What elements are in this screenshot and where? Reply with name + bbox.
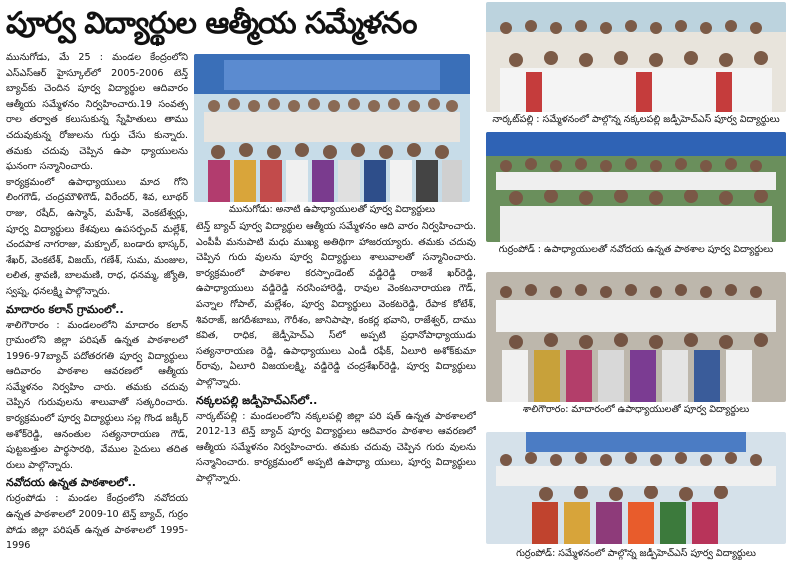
article-paragraph-munugodu-names: కార్యక్రమంలో ఉపాధ్యాయులు మాద గోని లింగగౌడ్, చంద్రమౌళిగౌడ్, విరేందర్, శివ, లూథర్ రాజు, రషీద్, ఉస్మాన్, మహేశ్, వెంకటేశ్వర్లు, పూర్వ విద్యార్థులు కేశవులు ఉపసర్పంచ్ మల్లేశ్, చందపాక నాగరాజు, మక్బూల్, బండారు భాస్కర్, శేఖర్, వెంకటేశ్, విజయ్, గణేశ్, సుమ, మంజుల, లలిత, శ్రావణి, బాలమణి, రాధ, ధనమ్మ, జ్యోతి, స్వప్న, ధనలక్ష్మి పాల్గొన్నారు.: [6, 176, 188, 297]
caption-nakkalapalli: నార్కట్‌పల్లి : సమ్మేళనంలో పాల్గొన్న నక్కలపల్లి జడ్పీహెచ్‌ఎస్ పూర్వ విద్యార్థులు: [492, 114, 780, 125]
subheading-navodaya: నవోదయ ఉన్నత పాఠశాలలో..: [6, 476, 136, 490]
caption-madaram: శాలిగౌరారం: మాదారంలో ఉపాధ్యాయులతో పూర్వ విద్యార్థులు: [522, 404, 750, 415]
caption-munugodu: మునుగోడు: అనాటి ఉపాధ్యాయులతో పూర్వ విద్యార్థులు: [228, 204, 436, 215]
article-column-2: [196, 219, 476, 579]
group-photo-image: [486, 432, 786, 544]
headline: పూర్వ విద్యార్థుల ఆత్మీయ సమ్మేళనం: [6, 6, 417, 41]
group-photo-image: [486, 2, 786, 112]
photo-munugodu-group: [194, 54, 470, 202]
photo-madaram-group: [486, 272, 786, 402]
article-paragraph-nakkalapalli: నార్కట్‌పల్లి : మండలంలోని నక్కలపల్లి జిల్లా పరి షత్ ఉన్నత పాఠశాలలో 2012-13 టెన్త్ బ్యాచ్ పూర్వ విద్యార్థులు ఆదివారం పాఠశాల ఆవరణలో ఆత్మీయ సమ్మేళనం నిర్వహించారు. తమకు చదువు చెప్పిన గురు వులను సన్మానించారు. కార్యక్రమంలో అప్పటి ఉపాధ్యా యులు, పూర్వ విద్యార్థులు పాల్గొన్నారు.: [196, 410, 476, 484]
group-photo-image: [194, 54, 470, 202]
caption-gurrampode-zphs: గుర్రంపోడ్: సమ్మేళనంలో పాల్గొన్న జడ్పీహెచ్‌ఎస్ పూర్వ విద్యార్థులు: [516, 548, 756, 559]
article-paragraph-navodaya-cont: టెన్త్ బ్యాచ్ పూర్వ విద్యార్థుల ఆత్మీయ సమ్మేళనం ఆది వారం నిర్వహించారు. ఎంపీపీ మనుపాటి మధు ముఖ్య అతిథిగా హాజరయ్యారు. తమకు చదువు చెప్పిన గురు వులను పూర్వ విద్యార్థులు శాలువాలతో సన్మానించారు. కార్యక్రమంలో పాఠశాల కరస్పాండెంట్ వడ్డిరెడ్డి రాజశే ఖర్‌రెడ్డి, ఉపాధ్యాయులు వడ్డిరెడ్డి నరసింహారెడ్డి, రావుల వెంకటనారాయణ గౌడ్, పన్నాల గోపాల్, మల్లేశం, పూర్వ విద్యార్థులు వెంకటరెడ్డి, రేపాక కోటేశ్, శివరాజ్, జగదీశబాబు, గౌరీశం, జానిపాషా, కంకర్ల భవాని, రాజేశ్వర్, దాము కవిత, రాధిక, జెడ్పీహెచ్ఎ స్‌లో అప్పటి ప్రధానోపాధ్యాయుడు సత్యనారాయణ రెడ్డి, ఉపాధ్యాయులు ఎండీ రఫీక్, ఏలూరి అశోక్‌కుమా ర్‌రావు, ఏలూరి విజయలక్ష్మి, వడ్డిరెడ్డి చంద్రశేఖర్‌రెడ్డి, పూర్వ విద్యార్థులు పాల్గొన్నారు.: [196, 221, 476, 388]
article-column-1: [6, 50, 188, 578]
group-photo-image: [486, 272, 786, 402]
group-photo-image: [486, 132, 786, 242]
photo-navodaya-group: [486, 132, 786, 242]
article-paragraph-navodaya: గుర్రంపోడు : మండల కేంద్రంలోని నవోదయ ఉన్నత పాఠశాలలో 2009-10 టెన్త్ బ్యాచ్, గుర్రం పోడు జిల్లా పరిషత్ ఉన్నత పాఠశాలలో 1995-1996: [6, 493, 188, 552]
article-paragraph-munugodu: మునుగోడు, మే 25 : మండల కేంద్రంలోని ఎస్‌ఎస్‌ఆర్ హైస్కూల్‌లో 2005-2006 టెన్త్ బ్యాచ్‌కు చెందిన పూర్వ విద్యార్థుల ఆదివారం ఆత్మీయ సమ్మేళనం నిర్వహించారు.19 సంవత్స రాల తర్వాత కలుసుకున్న స్నేహితులు తాము చదువుకున్న రోజులను గుర్తు చేసు కున్నారు. తమకు చదువు చెప్పిన ఉపా ధ్యాయులను ఘనంగా సన్మానించారు.: [6, 52, 188, 173]
photo-nakkalapalli-group: [486, 2, 786, 112]
caption-navodaya: గుర్రంపోడ్ : ఉపాధ్యాయులతో నవోదయ ఉన్నత పాఠశాల పూర్వ విద్యార్థులు: [498, 244, 774, 255]
article-paragraph-madaram: శాలిగౌరారం : మండలంలోని మాదారం కలాన్ గ్రామంలోని జిల్లా పరిషత్ ఉన్నత పాఠశాలలో 1996-97బ్యాచ్ పదోతరగతి పూర్వ విద్యార్థులు ఆదివారం పాఠశాల ఆవరణలో ఆత్మీయ సమ్మేళనం నిర్వహిం చారు. తమకు చదువు చెప్పిన గురువులను శాలువాతో సత్కరించారు. కార్యక్రమంలో పూర్వ విద్యార్థులు సల్ల గొండ జక్కీర్ అశోక్‌రెడ్డి, ఆనంతుల సత్యనారాయణ గౌడ్, పుట్టబత్తుల పార్థసారథి, వేముల సైదులు తదిత రులు పాల్గొన్నారు.: [6, 319, 188, 471]
photo-gurrampode-zphs-group: [486, 432, 786, 544]
subheading-madaram: మాదారం కలాన్ గ్రామంలో..: [6, 302, 124, 316]
subheading-nakkalapalli: నక్కలపల్లి జడ్పీహెచ్‌ఎస్‌లో..: [196, 393, 318, 407]
